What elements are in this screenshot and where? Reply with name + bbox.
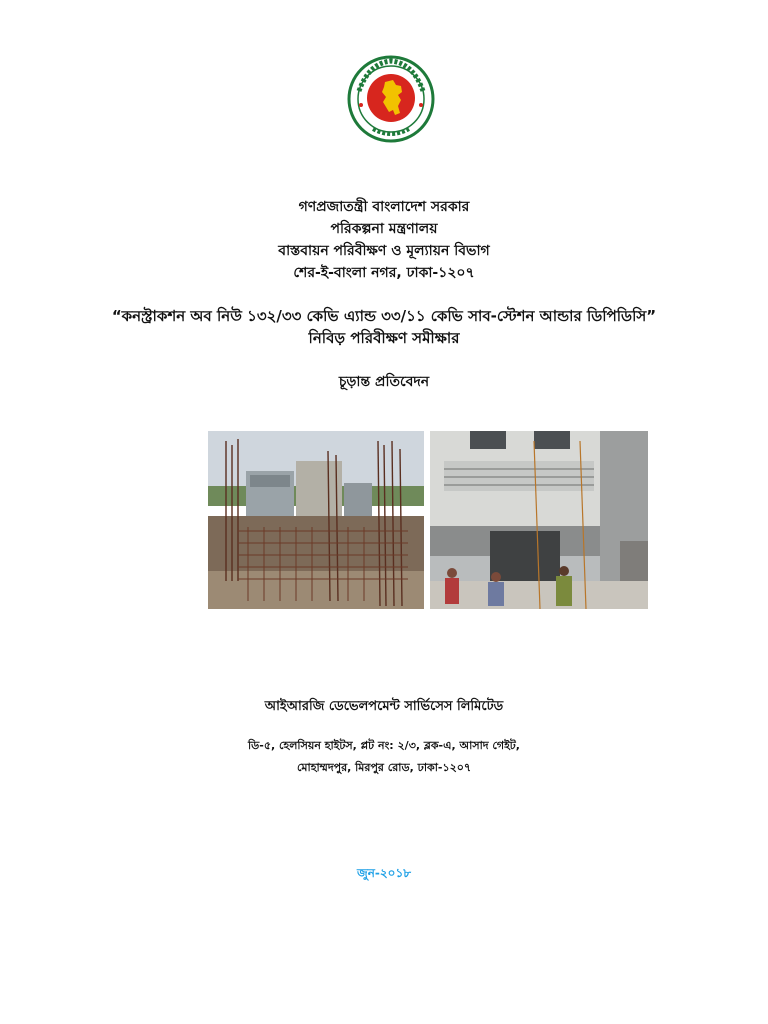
project-title: “কনস্ট্রাকশন অব নিউ ১৩২/৩৩ কেভি এ্যান্ড ৩৩/১১ কেভি সাব-স্টেশন আন্ডার ডিপিডিসি” (111, 307, 657, 325)
address-line-1: ডি-৫, হেলসিয়ন হাইটস, প্লট নং: ২/৩, ব্লক-এ, আসাদ গেইট, (248, 739, 520, 752)
substation-building-photo (430, 431, 648, 609)
report-type: চূড়ান্ত প্রতিবেদন (338, 374, 430, 390)
consultant-organization: আইআরজি ডেভেলপমেন্ট সার্ভিসেস লিমিটেড (264, 699, 504, 714)
division-name: বাস্তবায়ন পরিবীক্ষণ ও মূল্যায়ন বিভাগ (278, 243, 490, 259)
study-title: নিবিড় পরিবীক্ষণ সমীক্ষার (308, 329, 460, 347)
government-name: গণপ্রজাতন্ত্রী বাংলাদেশ সরকার (298, 199, 470, 215)
construction-site-photo (208, 431, 424, 609)
government-seal-logo (347, 55, 435, 143)
report-date: জুন-২০১৮ (356, 866, 412, 880)
office-address: শের-ই-বাংলা নগর, ঢাকা-১২০৭ (293, 265, 475, 281)
address-line-2: মোহাম্মদপুর, মিরপুর রোড, ঢাকা-১২০৭ (296, 761, 472, 774)
ministry-name: পরিকল্পনা মন্ত্রণালয় (330, 221, 438, 237)
